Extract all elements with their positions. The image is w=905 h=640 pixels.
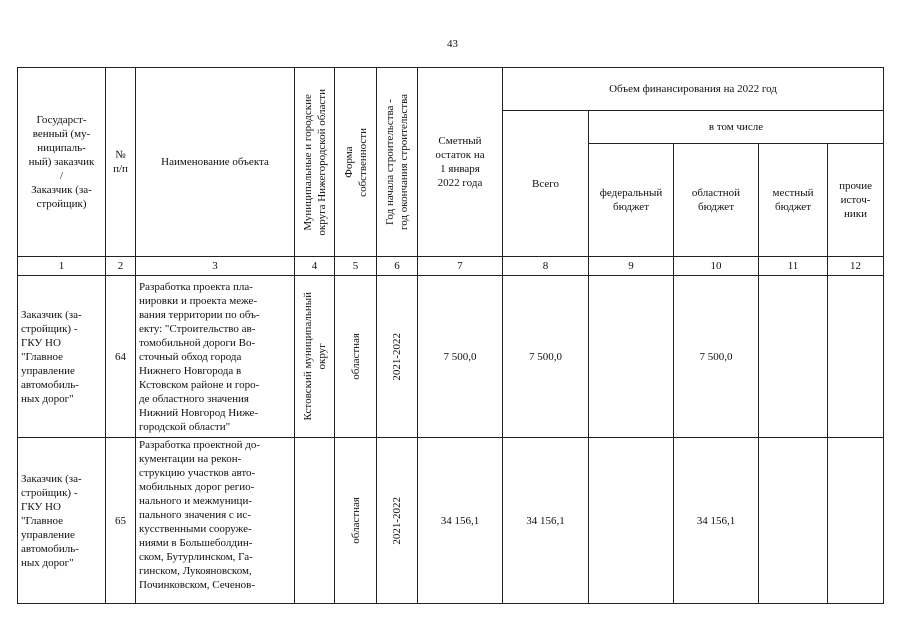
customer-cell: Заказчик (за- стройщик) - ГКУ НО "Главное управление автомобиль- ных дорог" — [18, 276, 106, 438]
municipal-text: Кстовский муниципальный округ — [301, 292, 328, 421]
column-number: 9 — [589, 257, 674, 276]
federal-cell — [589, 276, 674, 438]
local-cell — [759, 276, 828, 438]
municipal-cell — [295, 276, 335, 438]
years-cell — [377, 276, 418, 438]
header-regional: областной бюджет — [674, 144, 759, 257]
header-local: местный бюджет — [759, 144, 828, 257]
header-financing: Объем финансирования на 2022 год — [503, 68, 884, 111]
header-total: Всего — [503, 111, 589, 257]
header-customer: Государст- венный (му- ниципаль- ный) заказчик / Заказчик (за- стройщик) — [18, 68, 106, 257]
column-number: 11 — [759, 257, 828, 276]
page-number: 43 — [447, 38, 458, 50]
ownership-cell — [335, 438, 377, 604]
column-number: 2 — [106, 257, 136, 276]
header-municipal-text: Муниципальные и городские округа Нижегородской области — [301, 88, 328, 236]
regional-cell: 34 156,1 — [674, 438, 759, 604]
estimate-cell: 7 500,0 — [418, 276, 503, 438]
header-number: № п/п — [106, 68, 136, 257]
table-row — [18, 276, 884, 438]
row-number-cell: 65 — [106, 438, 136, 604]
column-number: 8 — [503, 257, 589, 276]
total-cell: 34 156,1 — [503, 438, 589, 604]
federal-cell — [589, 438, 674, 604]
years-text: 2021-2022 — [391, 496, 403, 545]
header-object-name: Наименование объекта — [136, 68, 295, 257]
years-text: 2021-2022 — [391, 332, 403, 381]
municipal-cell — [295, 438, 335, 604]
customer-cell: Заказчик (за- стройщик) - ГКУ НО "Главное управление автомобиль- ных дорог" — [18, 438, 106, 604]
column-number: 7 — [418, 257, 503, 276]
table-row — [18, 438, 884, 604]
local-cell — [759, 438, 828, 604]
column-number: 3 — [136, 257, 295, 276]
header-years — [377, 68, 418, 257]
other-cell — [828, 276, 884, 438]
column-number: 12 — [828, 257, 884, 276]
object-name-cell: Разработка проекта пла- нировки и проекта меже- вания территории по объ- екту: "Строительство ав- томобильной дороги Во- сточный обход города Нижнего Новгорода в Кстовском районе и горо- де областного значения Нижний Новгород Ниже- городской области" — [136, 276, 295, 438]
header-ownership — [335, 68, 377, 257]
ownership-cell — [335, 276, 377, 438]
column-number: 4 — [295, 257, 335, 276]
regional-cell: 7 500,0 — [674, 276, 759, 438]
header-other: прочие источ- ники — [828, 144, 884, 257]
column-number: 5 — [335, 257, 377, 276]
header-municipal — [295, 68, 335, 257]
header-federal: федеральный бюджет — [589, 144, 674, 257]
ownership-text: областная — [349, 333, 362, 380]
financing-table — [17, 67, 884, 604]
object-name-cell: Разработка проектной до- кументации на рекон- струкцию участков авто- мобильных дорог регио- нального и межмуници- пального значения с ис- кусственными сооруже- ниями в Большеболдин- ском, Бутурлинском, Га- гинском, Лукояновском, Починковском, Сеченов- — [136, 438, 295, 604]
total-cell: 7 500,0 — [503, 276, 589, 438]
header-years-text: Год начала строительства - год окончания строительства — [384, 94, 410, 230]
estimate-cell: 34 156,1 — [418, 438, 503, 604]
column-number: 1 — [18, 257, 106, 276]
row-number-cell: 64 — [106, 276, 136, 438]
column-number: 6 — [377, 257, 418, 276]
header-ownership-text: Форма собственности — [342, 127, 369, 197]
years-cell — [377, 438, 418, 604]
other-cell — [828, 438, 884, 604]
column-number: 10 — [674, 257, 759, 276]
ownership-text: областная — [349, 497, 362, 544]
header-including: в том числе — [589, 111, 884, 144]
header-estimate: Сметный остаток на 1 января 2022 года — [418, 68, 503, 257]
